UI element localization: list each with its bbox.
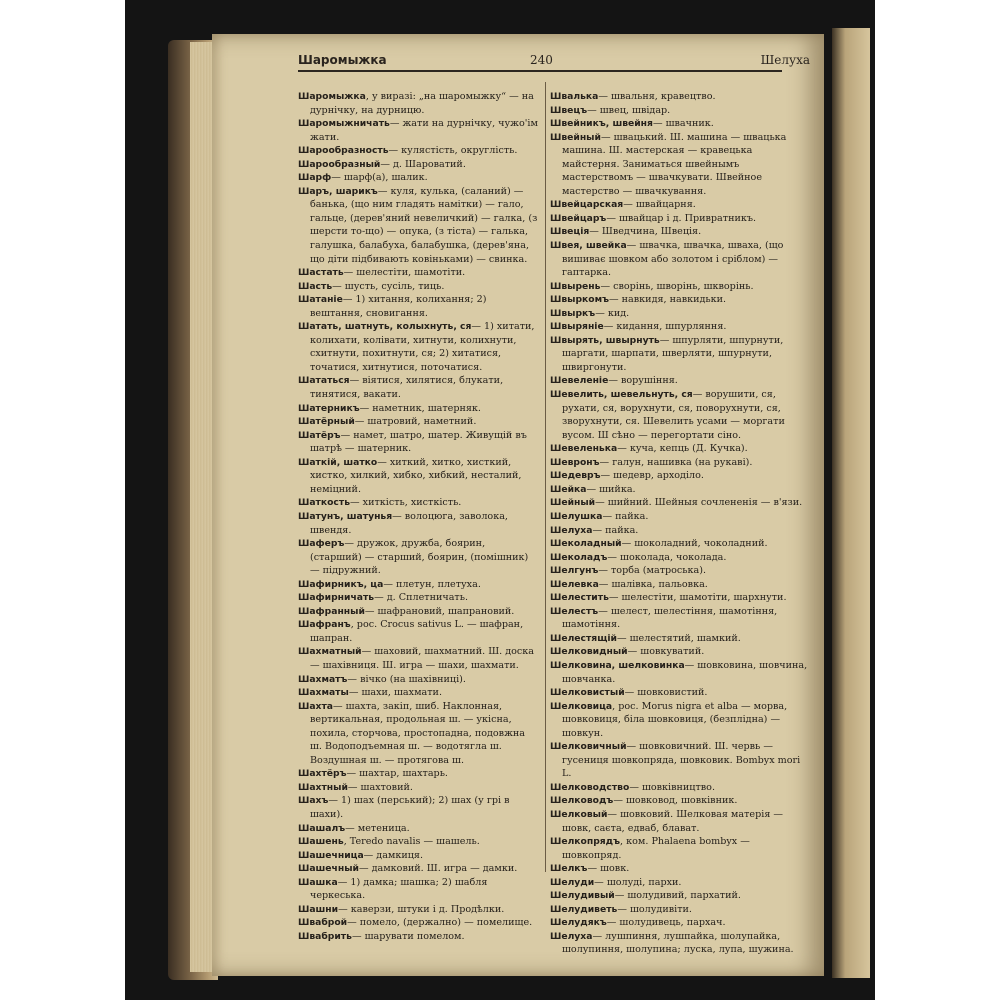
entry-definition: — куля, кулька, (саланий) — банька, (що ним гладять намітки) — гало, гальце, (дерев'яний невеличкий) — галка, (з шерсти то-що) — опука, (з тіста) — галька, галушка, балабуха, балабушка, (дерев'яна, що діти підбивають ковіньками) — свинка.	[310, 185, 538, 265]
entry-definition: — галун, нашивка (на рукаві).	[599, 456, 753, 468]
dictionary-entry	[298, 686, 538, 700]
dictionary-entry	[298, 402, 538, 416]
entry-definition: — швацький. Ш. машина — швацька машина. Ш. мастерская — кравецька майстерня. Заниматься швейнымъ мастерствомъ — швачкувати. Швейное мастерство — швачкування.	[562, 131, 787, 197]
entry-definition: — шовковичний. Ш. червь — гусениця шовкопряда, шовковик. Bombyx mori L.	[562, 741, 801, 780]
entry-definition: — 1) хитати, колихати, колівати, хитнути, колихнути, схитнути, похитнути, ся; 2) хитатися, точатися, хитнутися, поточатися.	[310, 321, 535, 373]
dictionary-entry	[298, 849, 538, 863]
dictionary-entry	[550, 916, 808, 930]
dictionary-entry	[298, 835, 538, 849]
left-column	[298, 90, 538, 943]
entry-definition: — шпурляти, шпурнути, шаргати, шарпати, шверляти, шпурнути, швиргонути.	[562, 334, 784, 373]
entry-headword: Шелковица	[550, 700, 613, 712]
entry-headword: Швейцаръ	[550, 212, 607, 224]
entry-headword: Швыряніе	[550, 321, 604, 333]
dictionary-entry	[550, 524, 808, 538]
entry-definition: — дружок, дружба, боярин, (старший) — старший, боярин, (помішник) — підружний.	[310, 538, 529, 577]
entry-headword: Шеколадъ	[550, 551, 608, 563]
entry-headword: Шафирникъ, ца	[298, 578, 384, 590]
entry-definition: — каверзи, штуки і д. Продѣлки.	[338, 903, 505, 915]
entry-definition: — куча, кепць (Д. Кучка).	[617, 443, 748, 455]
entry-headword: Шелудякъ	[550, 917, 607, 929]
dictionary-entry	[298, 158, 538, 172]
dictionary-entry	[298, 605, 538, 619]
entry-definition: , рос. Crocus sativus L. — шафран, шапран.	[310, 619, 524, 644]
running-header	[298, 46, 810, 72]
dictionary-entry	[550, 293, 808, 307]
entry-definition: — жати на дурнічку, чужо'ім жати.	[310, 118, 538, 143]
dictionary-entry	[298, 374, 538, 401]
entry-definition: — шахта, закіп, шиб. Наклонная, вертикальная, продольная ш. — укісна, похила, сторчова, простопадна, подовжна ш. Водоподъемная ш. — водотягла ш. Воздушная ш. — протягова ш.	[310, 700, 526, 766]
entry-headword: Шелковидный	[550, 646, 628, 658]
entry-definition: — шелестіти, шамотіти.	[343, 267, 466, 279]
entry-definition: — шолуді, пархи.	[594, 876, 682, 888]
entry-headword: Шевеленіе	[550, 375, 609, 387]
entry-definition: , у виразі: „на шаромыжку“ — на дурнічку, на дурницю.	[310, 91, 534, 116]
dictionary-entry	[298, 876, 538, 903]
entry-definition: — шелестятий, шамкий.	[616, 632, 741, 644]
entry-headword: Шахъ	[298, 795, 329, 807]
dictionary-entry	[298, 456, 538, 497]
dictionary-entry	[298, 916, 538, 930]
entry-definition: — шатровий, наметний.	[354, 416, 477, 428]
entry-headword: Шелкопрядъ	[550, 836, 621, 848]
entry-definition: — сворінь, шворінь, шкворінь.	[600, 280, 754, 292]
entry-headword: Шейный	[550, 497, 596, 509]
entry-definition: — шовкуватий.	[627, 646, 705, 658]
entry-definition: — шарувати помелом.	[351, 930, 465, 942]
dictionary-entry	[550, 510, 808, 524]
entry-headword: Шашни	[298, 903, 339, 915]
dictionary-entry	[298, 185, 538, 266]
dictionary-entry	[298, 280, 538, 294]
entry-headword: Шастать	[298, 267, 344, 279]
entry-headword: Швейникъ, швейня	[550, 118, 653, 130]
entry-headword: Шасть	[298, 280, 333, 292]
entry-definition: — швайцар і д. Привратникъ.	[606, 212, 757, 224]
dictionary-entry	[550, 889, 808, 903]
entry-headword: Шафранъ	[298, 619, 351, 631]
entry-definition: — хиткий, хитко, хисткий, хистко, хилкий, хибко, хибкий, несталий, неміцний.	[310, 456, 522, 495]
entry-headword: Шатёръ	[298, 429, 341, 441]
entry-definition: — шахтар, шахтарь.	[346, 768, 448, 780]
entry-headword: Шелковистый	[550, 687, 625, 699]
dictionary-entry	[550, 551, 808, 565]
entry-headword: Шарообразность	[298, 145, 389, 157]
entry-headword: Шаткій, шатко	[298, 456, 378, 468]
entry-definition: — д. Сплетничать.	[374, 592, 469, 604]
dictionary-entry	[550, 104, 808, 118]
entry-headword: Шашень	[298, 836, 344, 848]
dictionary-entry	[298, 578, 538, 592]
entry-definition: — пайка.	[602, 510, 649, 522]
entry-definition: — шийний. Шейныя сочлененія — в'язи.	[595, 497, 803, 509]
entry-headword: Швыркъ	[550, 307, 596, 319]
dictionary-entry	[550, 632, 808, 646]
entry-definition: — дамковий. Ш. игра — дамки.	[358, 863, 518, 875]
entry-headword: Шелковый	[550, 808, 608, 820]
entry-headword: Шахтёръ	[298, 768, 347, 780]
entry-headword: Шашалъ	[298, 822, 346, 834]
entry-headword: Шатёрный	[298, 416, 355, 428]
entry-definition: — шелест, шелестіння, шамотіння, шамотіння.	[562, 605, 778, 631]
dictionary-entry	[550, 90, 808, 104]
entry-headword: Шелгунъ	[550, 565, 599, 577]
entry-headword: Шатать, шатнуть, колыхнуть, ся	[298, 321, 472, 333]
dictionary-entry	[550, 876, 808, 890]
entry-headword: Швырять, швырнуть	[550, 334, 660, 346]
entry-headword: Шашечница	[298, 849, 364, 861]
entry-definition: — д. Шароватий.	[380, 158, 466, 170]
entry-definition: — наметник, шатерняк.	[359, 402, 481, 414]
entry-headword: Шахматъ	[298, 673, 348, 685]
dictionary-entry	[550, 212, 808, 226]
entry-definition: , Teredo navalis — шашель.	[343, 836, 480, 848]
entry-definition: — кид.	[595, 307, 630, 319]
entry-definition: — шовковина, шовчина, шовчанка.	[562, 659, 808, 685]
entry-definition: — помело, (держално) — помелище.	[347, 917, 533, 929]
dictionary-entry	[298, 767, 538, 781]
entry-definition: — вічко (на шахівниці).	[347, 673, 466, 685]
entry-definition: — шусть, сусіль, тиць.	[332, 280, 445, 292]
entry-definition: , рос. Morus nigra et alba — морва, шовковиця, біла шовковиця, (безплідна) — шовкун.	[562, 700, 788, 739]
entry-headword: Шатерникъ	[298, 402, 360, 414]
dictionary-entry	[298, 537, 538, 578]
entry-headword: Шатунъ, шатунья	[298, 510, 393, 522]
entry-definition: — торба (матроська).	[598, 565, 707, 577]
dictionary-entry	[550, 469, 808, 483]
entry-definition: — пайка.	[592, 524, 639, 536]
dictionary-entry	[550, 117, 808, 131]
dictionary-entry	[298, 903, 538, 917]
dictionary-entry	[550, 537, 808, 551]
dictionary-entry	[550, 198, 808, 212]
dictionary-entry	[298, 415, 538, 429]
entry-definition: — шовковий. Шелковая матерія — шовк, саєта, едваб, блават.	[562, 808, 784, 834]
entry-headword: Швабрить	[298, 930, 352, 942]
entry-headword: Шахта	[298, 700, 334, 712]
dictionary-entry	[550, 496, 808, 510]
dictionary-entry	[550, 442, 808, 456]
entry-definition: — намет, шатро, шатер. Живущій въ шатрѣ — шатерник.	[310, 429, 527, 455]
entry-definition: — швачка, швачка, шваха, (що вишиває шовком або золотом і сріблом) — гаптарка.	[562, 240, 784, 279]
dictionary-entry	[298, 673, 538, 687]
dictionary-entry	[550, 578, 808, 592]
dictionary-entry	[298, 429, 538, 456]
dictionary-entry	[298, 510, 538, 537]
page-number: 240	[530, 53, 553, 67]
entry-headword: Шелестить	[550, 592, 609, 604]
dictionary-entry	[550, 862, 808, 876]
entry-headword: Шашка	[298, 876, 338, 888]
dictionary-entry	[298, 862, 538, 876]
header-first-word: Шаромыжка	[298, 53, 387, 67]
dictionary-entry	[298, 266, 538, 280]
entry-definition: — волоцюга, заволока, швендя.	[310, 510, 508, 536]
entry-headword: Швейцарская	[550, 199, 624, 211]
entry-headword: Шаръ, шарикъ	[298, 185, 378, 197]
entry-headword: Швея, швейка	[550, 240, 627, 252]
entry-definition: — хиткість, хисткість.	[350, 497, 462, 509]
dictionary-entry	[550, 374, 808, 388]
entry-definition: — шелестіти, шамотіти, шархнути.	[608, 592, 787, 604]
entry-definition: — шафрановий, шапрановий.	[364, 605, 515, 617]
entry-headword: Шелестъ	[550, 605, 599, 617]
dictionary-entry	[298, 591, 538, 605]
entry-headword: Шаткость	[298, 497, 351, 509]
entry-headword: Шафранный	[298, 605, 365, 617]
dictionary-entry	[298, 645, 538, 672]
entry-headword: Шедевръ	[550, 470, 601, 482]
entry-headword: Шевронъ	[550, 456, 600, 468]
entry-definition: — шийка.	[586, 483, 636, 495]
dictionary-entry	[550, 564, 808, 578]
entry-definition: — навкидя, навкидьки.	[609, 294, 727, 306]
entry-headword: Шахматный	[298, 646, 362, 658]
dictionary-entry	[550, 808, 808, 835]
entry-headword: Шаромыжка	[298, 91, 366, 102]
dictionary-entry	[298, 700, 538, 768]
entry-definition: — лушпиння, лушпайка, шолупайка, шолупиння, шолупина; луска, лупа, шужина.	[562, 930, 794, 956]
entry-definition: — кидання, шпурляння.	[603, 321, 727, 333]
entry-definition: — шахи, шахмати.	[348, 687, 442, 699]
dictionary-entry	[550, 781, 808, 795]
dictionary-entry	[550, 835, 808, 862]
entry-definition: — швальня, кравецтво.	[598, 91, 716, 102]
entry-headword: Шевелить, шевельнуть, ся	[550, 389, 693, 401]
entry-headword: Швырень	[550, 280, 601, 292]
entry-definition: — 1) дамка; шашка; 2) шабля черкеська.	[310, 876, 488, 902]
entry-headword: Шелководъ	[550, 795, 614, 807]
dictionary-entry	[550, 131, 808, 199]
entry-definition: — шолудивий, пархатий.	[614, 890, 741, 902]
header-last-word: Шелуха	[760, 53, 810, 67]
right-column	[550, 90, 808, 957]
entry-headword: Шарообразный	[298, 158, 381, 170]
entry-definition: — Шведчина, Швеція.	[589, 226, 702, 238]
entry-headword: Шелуха	[550, 524, 593, 536]
dictionary-entry	[298, 293, 538, 320]
entry-definition: — метеница.	[345, 822, 410, 834]
dictionary-entry	[298, 781, 538, 795]
entry-headword: Шахматы	[298, 687, 349, 699]
entry-headword: Швецъ	[550, 104, 588, 116]
dictionary-entry	[550, 659, 808, 686]
entry-headword: Швыркомъ	[550, 294, 610, 306]
entry-definition: — шоколадний, чоколадний.	[621, 538, 768, 550]
entry-definition: — шовковистий.	[624, 687, 708, 699]
column-divider	[545, 82, 546, 872]
dictionary-entry	[550, 740, 808, 781]
entry-definition: — 1) шах (перський); 2) шах (у грі в шахи).	[310, 795, 510, 820]
next-page-edge	[832, 28, 870, 978]
dictionary-entry	[298, 930, 538, 944]
dictionary-entry	[550, 225, 808, 239]
entry-definition: — шоколада, чоколада.	[607, 551, 727, 563]
entry-definition: — швайцарня.	[623, 199, 696, 211]
entry-headword: Швалька	[550, 91, 599, 102]
entry-headword: Шелководство	[550, 781, 630, 793]
dictionary-entry	[550, 645, 808, 659]
entry-definition: — 1) хитання, колихання; 2) вештання, сновигання.	[310, 294, 487, 319]
dictionary-entry	[550, 605, 808, 632]
dictionary-entry	[550, 700, 808, 741]
dictionary-entry	[298, 171, 538, 185]
entry-headword: Шашечный	[298, 863, 359, 875]
entry-definition: — віятися, хилятися, блукати, тинятися, вакати.	[310, 375, 504, 401]
dictionary-entry	[550, 456, 808, 470]
entry-definition: — шарф(а), шалик.	[331, 172, 428, 184]
dictionary-entry	[298, 794, 538, 821]
dictionary-entry	[298, 822, 538, 836]
entry-headword: Шелевка	[550, 578, 599, 590]
entry-headword: Шваброй	[298, 917, 348, 929]
dictionary-entry	[550, 239, 808, 280]
entry-definition: — швец, швідар.	[587, 104, 671, 116]
dictionary-entry	[298, 618, 538, 645]
entry-definition: — шедевр, арходіло.	[600, 470, 704, 482]
entry-headword: Швейный	[550, 131, 601, 143]
entry-headword: Шелуди	[550, 876, 595, 888]
entry-definition: — шахтовий.	[347, 781, 413, 793]
entry-headword: Шататься	[298, 375, 350, 387]
dictionary-entry	[550, 388, 808, 442]
entry-headword: Шафирничать	[298, 592, 375, 604]
entry-definition: , ком. Phalaena bombyx — шовкопряд.	[562, 836, 750, 861]
dictionary-entry	[550, 591, 808, 605]
dictionary-entry	[550, 334, 808, 375]
entry-definition: — швачник.	[652, 118, 714, 130]
dictionary-entry	[550, 686, 808, 700]
entry-headword: Шарф	[298, 172, 332, 184]
entry-headword: Шелестящій	[550, 632, 617, 644]
dictionary-entry	[550, 483, 808, 497]
dictionary-entry	[550, 320, 808, 334]
dictionary-entry	[550, 903, 808, 917]
entry-definition: — дамкиця.	[363, 849, 424, 861]
entry-headword: Шелуха	[550, 930, 593, 942]
entry-definition: — кулястість, округлість.	[388, 145, 518, 157]
entry-headword: Шатаніе	[298, 294, 343, 306]
entry-headword: Шелкъ	[550, 863, 588, 875]
entry-definition: — шолудивіти.	[617, 903, 692, 915]
entry-definition: — шалівка, пальовка.	[598, 578, 708, 590]
entry-headword: Шеколадный	[550, 538, 622, 550]
entry-headword: Шевеленька	[550, 443, 618, 455]
entry-headword: Шелудиветь	[550, 903, 618, 915]
entry-definition: — шолудивець, пархач.	[606, 917, 726, 929]
dictionary-entry	[550, 280, 808, 294]
dictionary-entry	[298, 144, 538, 158]
dictionary-entry	[298, 496, 538, 510]
entry-definition: — шаховий, шахматний. Ш. доска — шахівниця. Ш. игра — шахи, шахмати.	[310, 646, 535, 671]
entry-definition: — шовківництво.	[629, 781, 716, 793]
entry-headword: Шелушка	[550, 510, 603, 522]
entry-headword: Шелковичный	[550, 741, 627, 753]
dictionary-entry	[298, 90, 538, 117]
entry-headword: Шелудивый	[550, 890, 615, 902]
entry-definition: — ворушіння.	[608, 375, 678, 387]
dictionary-entry	[298, 117, 538, 144]
entry-headword: Шаферъ	[298, 538, 345, 550]
entry-definition: — ворушити, ся, рухати, ся, ворухнути, ся, поворухнути, ся, зворухнути, ся. Шевелить усами — моргати вусом. Ш сѣно — перегортати сіно.	[562, 389, 785, 441]
dictionary-entry	[298, 320, 538, 374]
entry-headword: Шахтный	[298, 781, 348, 793]
dictionary-entry	[550, 307, 808, 321]
entry-headword: Шелковина, шелковинка	[550, 659, 685, 671]
entry-headword: Шейка	[550, 483, 587, 495]
entry-definition: — плетун, плетуха.	[383, 578, 481, 590]
entry-headword: Швеція	[550, 226, 590, 238]
entry-definition: — шовк.	[587, 863, 630, 875]
entry-definition: — шовковод, шовківник.	[613, 795, 738, 807]
entry-headword: Шаромыжничать	[298, 118, 390, 130]
dictionary-entry	[550, 930, 808, 957]
dictionary-entry	[550, 794, 808, 808]
